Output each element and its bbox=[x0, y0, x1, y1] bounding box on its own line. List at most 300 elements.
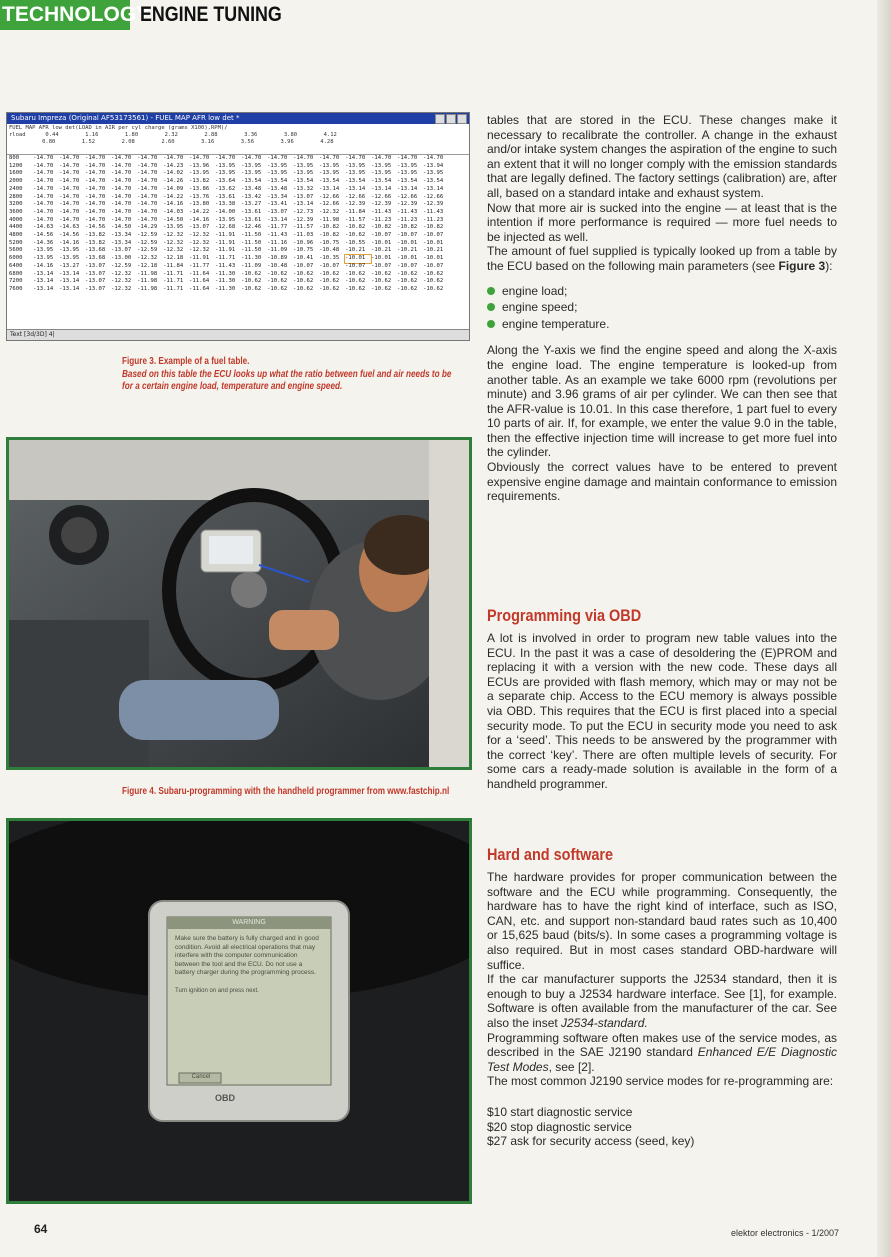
table-cell[interactable]: -14.70 bbox=[137, 162, 158, 169]
table-cell[interactable]: -14.70 bbox=[85, 162, 106, 169]
table-cell[interactable]: -10.62 bbox=[371, 285, 392, 292]
table-cell[interactable]: -14.56 bbox=[85, 224, 106, 231]
table-cell[interactable]: -12.39 bbox=[371, 201, 392, 208]
table-cell[interactable]: -13.95 bbox=[345, 162, 366, 169]
table-cell[interactable]: -13.14 bbox=[293, 201, 314, 208]
table-cell[interactable]: -13.07 bbox=[111, 247, 132, 254]
table-cell[interactable]: -10.35 bbox=[319, 255, 340, 262]
table-cell[interactable]: -14.16 bbox=[189, 216, 210, 223]
table-cell[interactable]: -11.98 bbox=[137, 285, 158, 292]
table-cell[interactable]: -10.01 bbox=[345, 255, 371, 263]
table-cell[interactable]: -12.18 bbox=[137, 262, 158, 269]
table-cell[interactable]: -13.82 bbox=[85, 232, 106, 239]
table-cell[interactable]: -12.32 bbox=[111, 285, 132, 292]
table-cell[interactable]: -14.70 bbox=[111, 216, 132, 223]
table-cell[interactable]: -10.41 bbox=[293, 255, 314, 262]
table-cell[interactable]: -10.07 bbox=[293, 262, 314, 269]
table-cell[interactable]: -13.95 bbox=[293, 162, 314, 169]
table-cell[interactable]: -11.50 bbox=[241, 232, 262, 239]
table-cell[interactable]: -10.62 bbox=[371, 270, 392, 277]
table-cell[interactable]: -11.91 bbox=[215, 232, 236, 239]
table-cell[interactable]: -11.71 bbox=[163, 278, 184, 285]
table-cell[interactable]: -14.70 bbox=[33, 208, 54, 215]
table-cell[interactable]: -13.95 bbox=[215, 162, 236, 169]
table-cell[interactable]: -14.70 bbox=[59, 185, 80, 192]
table-cell[interactable]: -13.82 bbox=[85, 239, 106, 246]
table-cell[interactable]: -14.70 bbox=[137, 170, 158, 177]
table-cell[interactable]: -14.70 bbox=[293, 155, 314, 161]
table-cell[interactable]: -14.00 bbox=[215, 208, 236, 215]
table-cell[interactable]: -13.95 bbox=[163, 224, 184, 231]
table-cell[interactable]: -12.32 bbox=[163, 239, 184, 246]
table-cell[interactable]: -10.75 bbox=[319, 239, 340, 246]
table-cell[interactable]: -14.70 bbox=[85, 178, 106, 185]
table-cell[interactable]: -11.84 bbox=[163, 262, 184, 269]
table-cell[interactable]: -10.62 bbox=[319, 278, 340, 285]
table-cell[interactable]: -13.68 bbox=[85, 247, 106, 254]
table-cell[interactable]: -13.14 bbox=[397, 185, 418, 192]
minimize-icon[interactable] bbox=[435, 114, 445, 124]
table-cell[interactable]: -12.32 bbox=[111, 270, 132, 277]
table-cell[interactable]: -11.43 bbox=[423, 208, 444, 215]
table-cell[interactable]: -13.62 bbox=[215, 185, 236, 192]
table-cell[interactable]: -14.70 bbox=[85, 208, 106, 215]
table-cell[interactable]: -10.01 bbox=[397, 239, 418, 246]
table-cell[interactable]: -13.42 bbox=[241, 193, 262, 200]
table-cell[interactable]: -12.59 bbox=[137, 247, 158, 254]
table-cell[interactable]: -14.56 bbox=[59, 232, 80, 239]
table-cell[interactable]: -13.07 bbox=[293, 193, 314, 200]
table-cell[interactable]: -14.70 bbox=[345, 155, 366, 161]
table-cell[interactable]: -14.70 bbox=[33, 193, 54, 200]
table-cell[interactable]: -10.62 bbox=[345, 270, 366, 277]
table-cell[interactable]: -13.00 bbox=[111, 255, 132, 262]
table-cell[interactable]: -14.70 bbox=[33, 170, 54, 177]
close-icon[interactable] bbox=[457, 114, 467, 124]
table-cell[interactable]: -10.01 bbox=[371, 255, 392, 262]
table-cell[interactable]: -11.43 bbox=[371, 208, 392, 215]
table-cell[interactable]: -14.70 bbox=[85, 216, 106, 223]
table-cell[interactable]: -14.70 bbox=[33, 216, 54, 223]
table-cell[interactable]: -10.62 bbox=[371, 278, 392, 285]
table-cell[interactable]: -10.82 bbox=[423, 224, 444, 231]
table-cell[interactable]: -14.70 bbox=[85, 185, 106, 192]
table-cell[interactable]: -14.70 bbox=[111, 201, 132, 208]
table-cell[interactable]: -14.16 bbox=[59, 239, 80, 246]
table-cell[interactable]: -13.61 bbox=[215, 193, 236, 200]
table-cell[interactable]: -10.62 bbox=[423, 278, 444, 285]
table-cell[interactable]: -10.82 bbox=[319, 224, 340, 231]
table-cell[interactable]: -13.68 bbox=[85, 255, 106, 262]
table-cell[interactable]: -13.34 bbox=[267, 193, 288, 200]
table-cell[interactable]: -13.82 bbox=[189, 178, 210, 185]
table-cell[interactable]: -12.32 bbox=[319, 208, 340, 215]
table-cell[interactable]: -14.70 bbox=[163, 155, 184, 161]
table-cell[interactable]: -10.62 bbox=[345, 285, 366, 292]
table-cell[interactable]: -13.95 bbox=[371, 170, 392, 177]
table-cell[interactable]: -14.70 bbox=[59, 162, 80, 169]
table-cell[interactable]: -13.14 bbox=[423, 185, 444, 192]
table-cell[interactable]: -14.70 bbox=[59, 170, 80, 177]
table-cell[interactable]: -14.22 bbox=[189, 208, 210, 215]
table-cell[interactable]: -13.14 bbox=[345, 185, 366, 192]
table-cell[interactable]: -13.54 bbox=[241, 178, 262, 185]
table-cell[interactable]: -13.80 bbox=[189, 201, 210, 208]
table-cell[interactable]: -13.07 bbox=[85, 285, 106, 292]
table-cell[interactable]: -11.77 bbox=[189, 262, 210, 269]
table-cell[interactable]: -14.70 bbox=[59, 216, 80, 223]
table-cell[interactable]: -14.70 bbox=[111, 178, 132, 185]
table-cell[interactable]: -14.70 bbox=[137, 216, 158, 223]
table-cell[interactable]: -12.39 bbox=[397, 201, 418, 208]
table-cell[interactable]: -11.91 bbox=[215, 239, 236, 246]
table-cell[interactable]: -11.50 bbox=[241, 239, 262, 246]
table-cell[interactable]: -11.50 bbox=[241, 247, 262, 254]
table-cell[interactable]: -12.66 bbox=[345, 193, 366, 200]
table-cell[interactable]: -11.43 bbox=[267, 232, 288, 239]
table-cell[interactable]: -11.03 bbox=[293, 232, 314, 239]
table-cell[interactable]: -13.86 bbox=[189, 185, 210, 192]
table-cell[interactable]: -13.14 bbox=[33, 285, 54, 292]
table-cell[interactable]: -10.01 bbox=[423, 239, 444, 246]
table-cell[interactable]: -12.39 bbox=[293, 216, 314, 223]
table-cell[interactable]: -12.32 bbox=[163, 247, 184, 254]
table-cell[interactable]: -13.95 bbox=[33, 255, 54, 262]
table-cell[interactable]: -12.46 bbox=[241, 224, 262, 231]
table-cell[interactable]: -14.70 bbox=[137, 155, 158, 161]
table-cell[interactable]: -13.34 bbox=[111, 232, 132, 239]
table-cell[interactable]: -10.62 bbox=[319, 285, 340, 292]
table-cell[interactable]: -11.09 bbox=[267, 247, 288, 254]
table-cell[interactable]: -12.32 bbox=[163, 232, 184, 239]
table-cell[interactable]: -14.29 bbox=[137, 224, 158, 231]
table-cell[interactable]: -10.62 bbox=[345, 232, 366, 239]
table-cell[interactable]: -13.94 bbox=[423, 162, 444, 169]
table-cell[interactable]: -14.03 bbox=[163, 208, 184, 215]
table-cell[interactable]: -13.95 bbox=[59, 255, 80, 262]
table-cell[interactable]: -14.70 bbox=[111, 162, 132, 169]
table-cell[interactable]: -10.62 bbox=[241, 285, 262, 292]
article-column-obd bbox=[487, 631, 837, 792]
table-cell[interactable]: -14.63 bbox=[33, 224, 54, 231]
table-cell[interactable]: -13.14 bbox=[59, 285, 80, 292]
table-cell[interactable]: -14.70 bbox=[85, 193, 106, 200]
table-cell[interactable]: -10.07 bbox=[423, 262, 444, 269]
table-cell[interactable]: -11.98 bbox=[319, 216, 340, 223]
rpm-cell: 2800 bbox=[9, 193, 23, 200]
table-cell[interactable]: -11.71 bbox=[215, 255, 236, 262]
table-cell[interactable]: -11.09 bbox=[241, 262, 262, 269]
table-cell[interactable]: -10.62 bbox=[241, 278, 262, 285]
table-cell[interactable]: -10.07 bbox=[397, 262, 418, 269]
table-cell[interactable]: -13.07 bbox=[85, 262, 106, 269]
table-cell[interactable]: -13.34 bbox=[111, 239, 132, 246]
table-cell[interactable]: -10.62 bbox=[423, 270, 444, 277]
table-cell[interactable]: -10.01 bbox=[423, 255, 444, 262]
screen-cancel-button[interactable]: Cancel bbox=[191, 1074, 211, 1080]
table-cell[interactable]: -14.70 bbox=[33, 201, 54, 208]
table-cell[interactable]: -13.07 bbox=[85, 270, 106, 277]
table-cell[interactable]: -10.48 bbox=[267, 262, 288, 269]
table-cell[interactable]: -12.66 bbox=[423, 193, 444, 200]
table-cell[interactable]: -12.32 bbox=[189, 239, 210, 246]
table-cell[interactable]: -10.82 bbox=[345, 224, 366, 231]
table-cell[interactable]: -13.27 bbox=[59, 262, 80, 269]
table-cell[interactable]: -14.70 bbox=[59, 155, 80, 161]
table-cell[interactable]: -11.23 bbox=[397, 216, 418, 223]
table-cell[interactable]: -14.70 bbox=[137, 193, 158, 200]
table-cell[interactable]: -11.30 bbox=[215, 278, 236, 285]
table-cell[interactable]: -13.54 bbox=[371, 178, 392, 185]
table-cell[interactable]: -14.70 bbox=[59, 201, 80, 208]
table-cell[interactable]: -10.62 bbox=[293, 270, 314, 277]
table-cell[interactable]: -13.54 bbox=[397, 178, 418, 185]
table-cell[interactable]: -13.14 bbox=[319, 185, 340, 192]
table-cell[interactable]: -14.09 bbox=[163, 185, 184, 192]
table-cell[interactable]: -11.64 bbox=[189, 278, 210, 285]
table-cell[interactable]: -13.61 bbox=[241, 208, 262, 215]
table-cell[interactable]: -10.07 bbox=[371, 232, 392, 239]
table-cell[interactable]: -13.95 bbox=[423, 170, 444, 177]
table-cell[interactable]: -12.18 bbox=[163, 255, 184, 262]
table-cell[interactable]: -13.32 bbox=[293, 185, 314, 192]
table-cell[interactable]: -14.70 bbox=[137, 178, 158, 185]
table-cell[interactable]: -13.76 bbox=[189, 193, 210, 200]
table-cell[interactable]: -10.62 bbox=[345, 278, 366, 285]
table-cell[interactable]: -13.95 bbox=[215, 170, 236, 177]
table-cell[interactable]: -13.41 bbox=[267, 201, 288, 208]
table-cell[interactable]: -10.07 bbox=[319, 262, 340, 269]
table-cell[interactable]: -13.96 bbox=[189, 162, 210, 169]
table-cell[interactable]: -10.75 bbox=[293, 247, 314, 254]
table-cell[interactable]: -14.70 bbox=[85, 170, 106, 177]
table-cell[interactable]: -10.07 bbox=[371, 262, 392, 269]
table-cell[interactable]: -13.38 bbox=[215, 201, 236, 208]
table-cell[interactable]: -12.73 bbox=[293, 208, 314, 215]
table-cell[interactable]: -13.95 bbox=[319, 170, 340, 177]
rpm-cell: 7200 bbox=[9, 278, 23, 285]
table-cell[interactable]: -14.63 bbox=[59, 224, 80, 231]
table-cell[interactable]: -14.70 bbox=[137, 185, 158, 192]
table-cell[interactable]: -10.62 bbox=[241, 270, 262, 277]
table-cell[interactable]: -14.70 bbox=[59, 178, 80, 185]
table-cell[interactable]: -13.95 bbox=[267, 162, 288, 169]
table-cell[interactable]: -11.98 bbox=[137, 270, 158, 277]
table-cell[interactable]: -14.16 bbox=[163, 201, 184, 208]
table-row bbox=[9, 263, 469, 271]
table-cell[interactable]: -14.50 bbox=[111, 224, 132, 231]
table-cell[interactable]: -11.77 bbox=[267, 224, 288, 231]
table-cell[interactable]: -12.32 bbox=[189, 232, 210, 239]
table-cell[interactable]: -11.30 bbox=[215, 285, 236, 292]
table-cell[interactable]: -13.48 bbox=[241, 185, 262, 192]
table-cell[interactable]: -13.14 bbox=[59, 278, 80, 285]
table-cell[interactable]: -11.43 bbox=[397, 208, 418, 215]
table-cell[interactable]: -14.70 bbox=[85, 155, 106, 161]
table-cell[interactable]: -10.62 bbox=[267, 285, 288, 292]
table-cell[interactable]: -10.82 bbox=[371, 224, 392, 231]
table-cell[interactable]: -13.95 bbox=[33, 247, 54, 254]
table-cell[interactable]: -10.62 bbox=[267, 278, 288, 285]
table-cell[interactable]: -11.91 bbox=[215, 247, 236, 254]
table-cell[interactable]: -13.95 bbox=[319, 162, 340, 169]
table-cell[interactable]: -14.70 bbox=[189, 155, 210, 161]
table-cell[interactable]: -10.21 bbox=[397, 247, 418, 254]
table-cell[interactable]: -10.89 bbox=[267, 255, 288, 262]
table-cell[interactable]: -10.82 bbox=[397, 224, 418, 231]
table-cell[interactable]: -14.70 bbox=[33, 185, 54, 192]
table-cell[interactable]: -10.62 bbox=[397, 270, 418, 277]
table-cell[interactable]: -14.70 bbox=[215, 155, 236, 161]
table-cell[interactable]: -12.59 bbox=[137, 232, 158, 239]
table-cell[interactable]: -10.62 bbox=[293, 278, 314, 285]
list-item-text: engine load; bbox=[502, 283, 568, 298]
table-cell[interactable]: -12.32 bbox=[189, 247, 210, 254]
standard-title: Enhanced E/E Diagnostic Test Modes bbox=[487, 1045, 837, 1074]
table-cell[interactable]: -14.70 bbox=[137, 201, 158, 208]
table-cell[interactable]: -14.70 bbox=[371, 155, 392, 161]
table-cell[interactable]: -13.61 bbox=[241, 216, 262, 223]
table-cell[interactable]: -14.70 bbox=[267, 155, 288, 161]
table-cell[interactable]: -13.95 bbox=[397, 170, 418, 177]
table-cell[interactable]: -13.54 bbox=[267, 178, 288, 185]
table-cell[interactable]: -12.32 bbox=[111, 278, 132, 285]
table-cell[interactable]: -11.64 bbox=[189, 270, 210, 277]
table-cell[interactable]: -14.70 bbox=[111, 155, 132, 161]
table-cell[interactable]: -13.54 bbox=[423, 178, 444, 185]
table-cell[interactable]: -11.84 bbox=[345, 208, 366, 215]
table-cell[interactable]: -10.01 bbox=[397, 255, 418, 262]
table-cell[interactable]: -13.95 bbox=[189, 170, 210, 177]
table-cell[interactable]: -14.22 bbox=[163, 193, 184, 200]
table-cell[interactable]: -11.30 bbox=[215, 270, 236, 277]
table-cell[interactable]: -13.95 bbox=[371, 162, 392, 169]
table-cell[interactable]: -10.96 bbox=[293, 239, 314, 246]
table-cell[interactable]: -13.95 bbox=[241, 162, 262, 169]
table-cell[interactable]: -12.39 bbox=[345, 201, 366, 208]
table-cell[interactable]: -13.27 bbox=[241, 201, 262, 208]
table-cell[interactable]: -13.95 bbox=[267, 170, 288, 177]
table-cell[interactable]: -12.66 bbox=[319, 201, 340, 208]
table-cell[interactable]: -10.21 bbox=[423, 247, 444, 254]
table-cell[interactable]: -10.21 bbox=[371, 247, 392, 254]
table-cell[interactable]: -10.82 bbox=[319, 232, 340, 239]
table-cell[interactable]: -14.36 bbox=[33, 239, 54, 246]
table-cell[interactable]: -13.64 bbox=[215, 178, 236, 185]
table-cell[interactable]: -14.16 bbox=[33, 262, 54, 269]
table-cell[interactable]: -12.66 bbox=[371, 193, 392, 200]
table-cell[interactable]: -14.70 bbox=[33, 178, 54, 185]
table-cell[interactable]: -14.70 bbox=[111, 208, 132, 215]
table-cell[interactable]: -14.56 bbox=[33, 232, 54, 239]
table-cell[interactable]: -10.01 bbox=[371, 239, 392, 246]
table-cell[interactable]: -12.59 bbox=[111, 262, 132, 269]
table-cell[interactable]: -10.07 bbox=[423, 232, 444, 239]
maximize-icon[interactable] bbox=[446, 114, 456, 124]
table-cell[interactable]: -11.57 bbox=[293, 224, 314, 231]
table-cell[interactable]: -14.70 bbox=[111, 170, 132, 177]
table-cell[interactable]: -11.43 bbox=[215, 262, 236, 269]
table-cell[interactable]: -13.95 bbox=[345, 170, 366, 177]
table-cell[interactable]: -12.68 bbox=[215, 224, 236, 231]
table-cell[interactable]: -11.71 bbox=[163, 270, 184, 277]
table-cell[interactable]: -14.70 bbox=[111, 185, 132, 192]
table-cell[interactable]: -14.23 bbox=[163, 162, 184, 169]
table-cell[interactable]: -13.14 bbox=[371, 185, 392, 192]
table-cell[interactable]: -10.62 bbox=[397, 285, 418, 292]
table-cell[interactable]: -14.70 bbox=[137, 208, 158, 215]
table-cell[interactable]: -14.70 bbox=[319, 155, 340, 161]
table-cell[interactable]: -11.16 bbox=[267, 239, 288, 246]
table-cell[interactable]: -10.48 bbox=[319, 247, 340, 254]
table-cell[interactable]: -14.70 bbox=[59, 193, 80, 200]
table-cell[interactable]: -14.70 bbox=[111, 193, 132, 200]
table-cell[interactable]: -13.14 bbox=[59, 270, 80, 277]
table-cell[interactable]: -13.07 bbox=[189, 224, 210, 231]
table-cell[interactable]: -14.02 bbox=[163, 170, 184, 177]
table-cell[interactable]: -10.62 bbox=[423, 285, 444, 292]
table-cell[interactable]: -13.95 bbox=[241, 170, 262, 177]
table-cell[interactable]: -13.95 bbox=[397, 162, 418, 169]
table-cell[interactable]: -13.54 bbox=[319, 178, 340, 185]
table-cell[interactable]: -13.95 bbox=[59, 247, 80, 254]
table-cell[interactable]: -11.71 bbox=[163, 285, 184, 292]
table-cell[interactable]: -13.95 bbox=[215, 216, 236, 223]
table-cell[interactable]: -10.55 bbox=[345, 239, 366, 246]
table-cell[interactable]: -12.39 bbox=[423, 201, 444, 208]
table-cell[interactable]: -13.07 bbox=[267, 208, 288, 215]
table-cell[interactable]: -14.26 bbox=[163, 178, 184, 185]
table-cell[interactable]: -12.66 bbox=[397, 193, 418, 200]
table-cell[interactable]: -11.64 bbox=[189, 285, 210, 292]
table-cell[interactable]: -14.70 bbox=[241, 155, 262, 161]
table-cell[interactable]: -10.62 bbox=[267, 270, 288, 277]
table-cell[interactable]: -13.14 bbox=[267, 216, 288, 223]
table-cell[interactable]: -12.66 bbox=[319, 193, 340, 200]
table-cell[interactable]: -10.62 bbox=[319, 270, 340, 277]
table-cell[interactable]: -12.32 bbox=[137, 255, 158, 262]
rpm-cell: 5600 bbox=[9, 247, 23, 254]
table-cell[interactable]: -13.54 bbox=[293, 178, 314, 185]
table-cell[interactable]: -11.57 bbox=[345, 216, 366, 223]
table-cell[interactable]: -11.91 bbox=[189, 255, 210, 262]
table-cell[interactable]: -14.70 bbox=[33, 162, 54, 169]
table-cell[interactable]: -13.14 bbox=[33, 278, 54, 285]
table-cell[interactable]: -10.21 bbox=[345, 247, 366, 254]
table-cell[interactable]: -11.30 bbox=[241, 255, 262, 262]
table-cell[interactable]: -11.98 bbox=[137, 278, 158, 285]
table-cell[interactable]: -14.70 bbox=[85, 201, 106, 208]
table-cell[interactable]: -13.54 bbox=[345, 178, 366, 185]
table-cell[interactable]: -10.62 bbox=[293, 285, 314, 292]
table-cell[interactable]: -14.70 bbox=[397, 155, 418, 161]
table-cell[interactable]: -11.23 bbox=[371, 216, 392, 223]
text-span: The amount of fuel supplied is typically looked up from a table by the ECU based on the following main parameters (see bbox=[487, 244, 837, 273]
table-cell[interactable]: -13.48 bbox=[267, 185, 288, 192]
table-cell[interactable]: -10.62 bbox=[397, 278, 418, 285]
table-cell[interactable]: -12.59 bbox=[137, 239, 158, 246]
table-cell[interactable]: -14.70 bbox=[423, 155, 444, 161]
table-cell[interactable]: -13.14 bbox=[33, 270, 54, 277]
table-cell[interactable]: -11.23 bbox=[423, 216, 444, 223]
table-cell[interactable]: -14.70 bbox=[59, 208, 80, 215]
table-cell[interactable]: -10.07 bbox=[397, 232, 418, 239]
table-cell[interactable]: -13.07 bbox=[85, 278, 106, 285]
table-cell[interactable]: -13.95 bbox=[293, 170, 314, 177]
table-cell[interactable]: -14.50 bbox=[163, 216, 184, 223]
table-cell[interactable]: -14.70 bbox=[33, 155, 54, 161]
table-cell[interactable]: -10.07 bbox=[345, 262, 366, 269]
